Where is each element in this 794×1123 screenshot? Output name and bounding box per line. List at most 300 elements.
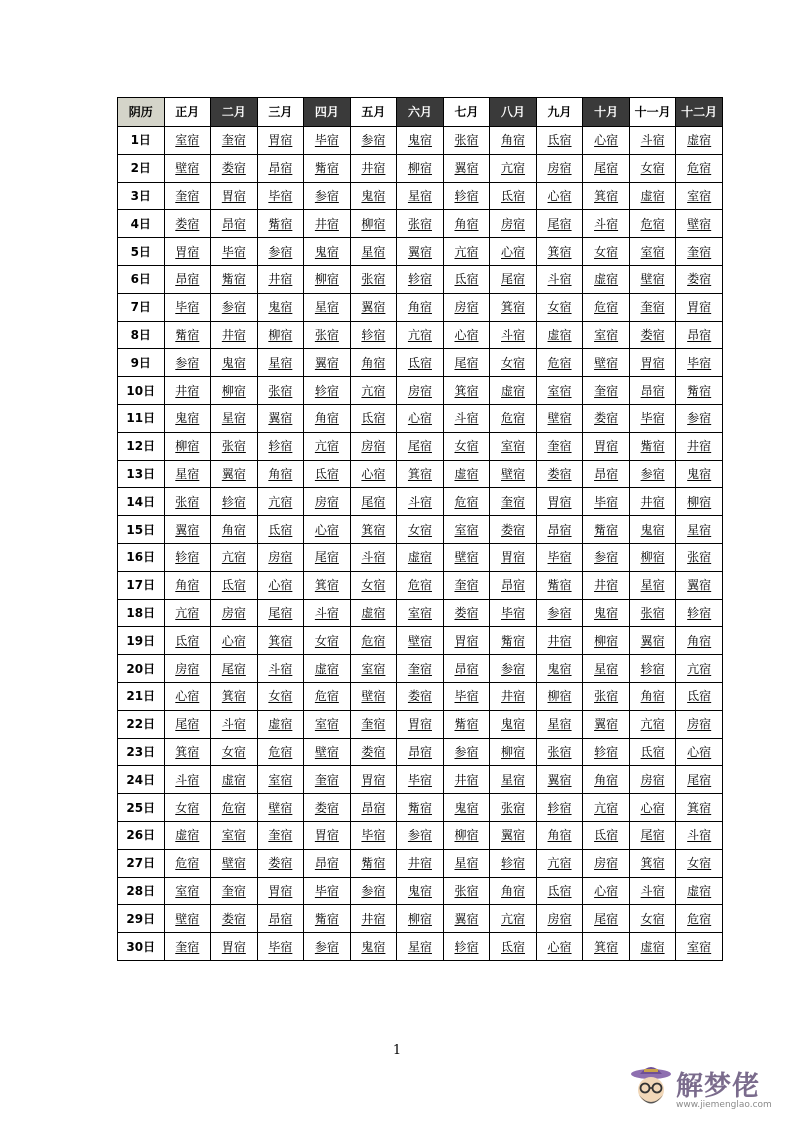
- mansion-cell: [164, 293, 211, 321]
- table-row: [118, 627, 723, 655]
- mansion-cell: [629, 655, 676, 683]
- table-row: [118, 794, 723, 822]
- mansion-cell: [211, 877, 258, 905]
- mansion-cell: [350, 210, 397, 238]
- mansion-cell: [304, 127, 351, 155]
- mansion-cell: [490, 543, 537, 571]
- mansion-cell: [629, 599, 676, 627]
- mansion-label: 参宿: [221, 300, 246, 315]
- month-header: 十二月: [676, 98, 723, 127]
- day-label: 3日: [118, 182, 165, 210]
- table-row: [118, 821, 723, 849]
- mansion-cell: [350, 571, 397, 599]
- mansion-cell: [164, 404, 211, 432]
- mansion-label: 娄宿: [640, 327, 665, 342]
- mansion-label: 井宿: [547, 633, 572, 648]
- mansion-cell: [164, 265, 211, 293]
- mansion-cell: [257, 349, 304, 377]
- mansion-cell: [350, 543, 397, 571]
- mansion-label: 柳宿: [175, 439, 200, 454]
- mansion-cell: [164, 488, 211, 516]
- mansion-cell: [443, 293, 490, 321]
- mansion-label: 亢宿: [454, 244, 479, 259]
- mansion-cell: [490, 321, 537, 349]
- mansion-cell: [629, 905, 676, 933]
- mansion-label: 壁宿: [547, 411, 572, 426]
- mansion-cell: [211, 655, 258, 683]
- mansion-cell: [211, 516, 258, 544]
- mansion-label: 室宿: [454, 522, 479, 537]
- mansion-label: 心宿: [594, 133, 619, 148]
- mansion-label: 斗宿: [454, 411, 479, 426]
- mansion-cell: [443, 655, 490, 683]
- mansion-label: 井宿: [640, 494, 665, 509]
- mansion-cell: [536, 627, 583, 655]
- table-row: [118, 849, 723, 877]
- mansion-cell: [164, 543, 211, 571]
- mansion-label: 昂宿: [407, 744, 432, 759]
- mansion-cell: [211, 238, 258, 266]
- day-label: 28日: [118, 877, 165, 905]
- mansion-label: 奎宿: [454, 578, 479, 593]
- mansion-cell: [397, 265, 444, 293]
- mansion-cell: [583, 710, 630, 738]
- mansion-cell: [629, 933, 676, 961]
- mansion-label: 参宿: [361, 883, 386, 898]
- mansion-cell: [629, 849, 676, 877]
- mansion-cell: [536, 377, 583, 405]
- mansion-label: 尾宿: [361, 494, 386, 509]
- mansion-label: 氐宿: [314, 466, 339, 481]
- mansion-label: 奎宿: [221, 883, 246, 898]
- mansion-cell: [490, 821, 537, 849]
- mansion-cell: [676, 933, 723, 961]
- page-number: 1: [392, 1043, 402, 1058]
- mansion-cell: [211, 154, 258, 182]
- mansion-cell: [257, 488, 304, 516]
- mansion-label: 室宿: [407, 605, 432, 620]
- mansion-label: 奎宿: [221, 133, 246, 148]
- mansion-label: 氐宿: [547, 133, 572, 148]
- mansion-cell: [490, 377, 537, 405]
- mansion-cell: [257, 710, 304, 738]
- mansion-cell: [629, 265, 676, 293]
- mansion-cell: [350, 933, 397, 961]
- mansion-cell: [536, 265, 583, 293]
- mansion-cell: [490, 238, 537, 266]
- mansion-label: 胃宿: [547, 494, 572, 509]
- mansion-label: 亢宿: [501, 911, 526, 926]
- mansion-label: 危宿: [640, 216, 665, 231]
- mansion-cell: [304, 293, 351, 321]
- mansion-cell: [443, 349, 490, 377]
- mansion-label: 参宿: [687, 411, 712, 426]
- mansion-cell: [397, 516, 444, 544]
- mansion-cell: [676, 655, 723, 683]
- mansion-cell: [304, 627, 351, 655]
- mansion-cell: [257, 821, 304, 849]
- mansion-cell: [676, 488, 723, 516]
- mansion-cell: [164, 794, 211, 822]
- mansion-cell: [257, 877, 304, 905]
- mansion-label: 翼宿: [547, 772, 572, 787]
- mansion-cell: [676, 460, 723, 488]
- mansion-label: 女宿: [640, 911, 665, 926]
- mansion-label: 心宿: [594, 883, 619, 898]
- mansion-cell: [350, 127, 397, 155]
- mansion-cell: [629, 877, 676, 905]
- mansion-cell: [350, 905, 397, 933]
- mansion-label: 尾宿: [547, 216, 572, 231]
- mansion-cell: [211, 571, 258, 599]
- mansion-cell: [629, 488, 676, 516]
- mansion-cell: [397, 432, 444, 460]
- mansion-label: 觜宿: [268, 216, 293, 231]
- mansion-label: 轸宿: [454, 939, 479, 954]
- mansion-label: 鬼宿: [314, 244, 339, 259]
- mansion-label: 虚宿: [268, 717, 293, 732]
- mansion-cell: [257, 543, 304, 571]
- mansion-cell: [443, 543, 490, 571]
- mansion-cell: [304, 265, 351, 293]
- mansion-label: 危宿: [175, 856, 200, 871]
- mansion-label: 觜宿: [547, 578, 572, 593]
- mansion-cell: [211, 432, 258, 460]
- mansion-label: 娄宿: [221, 161, 246, 176]
- mansion-label: 角宿: [501, 133, 526, 148]
- mansion-label: 女宿: [687, 856, 712, 871]
- mansion-label: 娄宿: [221, 911, 246, 926]
- day-label: 1日: [118, 127, 165, 155]
- mansion-label: 箕宿: [175, 744, 200, 759]
- mansion-label: 尾宿: [687, 772, 712, 787]
- mansion-cell: [676, 821, 723, 849]
- mansion-label: 张宿: [314, 327, 339, 342]
- watermark-url: www.jiemenglao.com: [676, 1100, 772, 1110]
- day-label: 27日: [118, 849, 165, 877]
- mansion-cell: [397, 627, 444, 655]
- mansion-label: 角宿: [361, 355, 386, 370]
- mansion-cell: [443, 265, 490, 293]
- mansion-cell: [490, 571, 537, 599]
- mansion-label: 女宿: [547, 300, 572, 315]
- table-row: [118, 488, 723, 516]
- day-label: 4日: [118, 210, 165, 238]
- mansion-label: 女宿: [454, 439, 479, 454]
- day-label: 8日: [118, 321, 165, 349]
- day-label: 26日: [118, 821, 165, 849]
- mansion-label: 井宿: [361, 911, 386, 926]
- mansion-label: 张宿: [454, 133, 479, 148]
- mansion-cell: [257, 627, 304, 655]
- mansion-label: 鬼宿: [407, 133, 432, 148]
- mansion-label: 柳宿: [640, 550, 665, 565]
- mansion-label: 斗宿: [501, 327, 526, 342]
- mansion-cell: [490, 849, 537, 877]
- mansion-cell: [443, 738, 490, 766]
- mansion-cell: [304, 349, 351, 377]
- mansion-label: 心宿: [175, 689, 200, 704]
- mansion-label: 毕宿: [314, 133, 339, 148]
- mansion-cell: [583, 655, 630, 683]
- mansion-cell: [397, 905, 444, 933]
- table-row: [118, 933, 723, 961]
- mansion-cell: [583, 460, 630, 488]
- mansion-cell: [443, 682, 490, 710]
- mansion-label: 氐宿: [640, 744, 665, 759]
- mansion-cell: [164, 460, 211, 488]
- mansion-cell: [676, 794, 723, 822]
- table-row: [118, 182, 723, 210]
- mansion-label: 女宿: [640, 161, 665, 176]
- mansion-label: 氐宿: [594, 828, 619, 843]
- mansion-cell: [676, 599, 723, 627]
- mansion-label: 箕宿: [361, 522, 386, 537]
- mansion-cell: [257, 404, 304, 432]
- mansion-cell: [536, 210, 583, 238]
- mansion-cell: [350, 599, 397, 627]
- mansion-label: 毕宿: [501, 605, 526, 620]
- mansion-label: 氐宿: [501, 188, 526, 203]
- mansion-label: 斗宿: [175, 772, 200, 787]
- mansion-cell: [164, 933, 211, 961]
- table-row: [118, 766, 723, 794]
- month-header: 六月: [397, 98, 444, 127]
- mansion-cell: [211, 460, 258, 488]
- mansion-cell: [443, 599, 490, 627]
- mansion-cell: [443, 571, 490, 599]
- mansion-cell: [397, 210, 444, 238]
- mansion-cell: [304, 377, 351, 405]
- mansion-label: 昂宿: [547, 522, 572, 537]
- mansion-label: 鬼宿: [221, 355, 246, 370]
- mansion-cell: [536, 877, 583, 905]
- mansion-cell: [350, 293, 397, 321]
- mansion-cell: [583, 794, 630, 822]
- table-row: [118, 905, 723, 933]
- day-label: 14日: [118, 488, 165, 516]
- mansion-label: 胃宿: [175, 244, 200, 259]
- mansion-label: 轸宿: [454, 188, 479, 203]
- mansion-cell: [536, 404, 583, 432]
- mansion-cell: [629, 821, 676, 849]
- mansion-label: 箕宿: [501, 300, 526, 315]
- mansion-cell: [211, 849, 258, 877]
- mansion-label: 翼宿: [687, 578, 712, 593]
- mansion-cell: [350, 265, 397, 293]
- table-row: [118, 710, 723, 738]
- mansion-label: 亢宿: [268, 494, 293, 509]
- mansion-cell: [536, 821, 583, 849]
- mansion-label: 角宿: [687, 633, 712, 648]
- mansion-cell: [164, 377, 211, 405]
- mansion-label: 参宿: [640, 466, 665, 481]
- mansion-label: 尾宿: [594, 911, 619, 926]
- mansion-label: 尾宿: [407, 439, 432, 454]
- mansion-cell: [304, 905, 351, 933]
- mansion-cell: [397, 127, 444, 155]
- mansion-cell: [257, 849, 304, 877]
- mansion-cell: [443, 154, 490, 182]
- mansion-label: 虚宿: [687, 133, 712, 148]
- mansion-label: 娄宿: [594, 411, 619, 426]
- mansion-cell: [583, 516, 630, 544]
- mansion-label: 参宿: [501, 661, 526, 676]
- mansion-cell: [304, 488, 351, 516]
- mansion-cell: [583, 543, 630, 571]
- mansion-label: 星宿: [454, 856, 479, 871]
- mansion-cell: [397, 849, 444, 877]
- mansion-label: 胃宿: [454, 633, 479, 648]
- mansion-cell: [490, 488, 537, 516]
- mansion-label: 心宿: [687, 744, 712, 759]
- mansion-label: 星宿: [407, 188, 432, 203]
- mansion-cell: [350, 460, 397, 488]
- mansion-label: 井宿: [361, 161, 386, 176]
- mansion-label: 胃宿: [221, 188, 246, 203]
- mansion-cell: [583, 432, 630, 460]
- mansion-cell: [211, 488, 258, 516]
- mansion-cell: [676, 210, 723, 238]
- mansion-label: 虚宿: [454, 466, 479, 481]
- mansion-label: 井宿: [501, 689, 526, 704]
- mansion-label: 轸宿: [640, 661, 665, 676]
- mansion-cell: [164, 710, 211, 738]
- mansion-label: 星宿: [268, 355, 293, 370]
- mansion-cell: [397, 877, 444, 905]
- mansion-label: 尾宿: [454, 355, 479, 370]
- mansion-cell: [490, 127, 537, 155]
- mansion-label: 虚宿: [221, 772, 246, 787]
- mansion-cell: [443, 516, 490, 544]
- mansion-label: 危宿: [547, 355, 572, 370]
- mansion-label: 奎宿: [175, 939, 200, 954]
- mansion-cell: [304, 738, 351, 766]
- mansion-cell: [676, 238, 723, 266]
- mansion-label: 觜宿: [314, 911, 339, 926]
- mansion-cell: [304, 543, 351, 571]
- mansion-label: 昂宿: [268, 911, 293, 926]
- table-row: [118, 516, 723, 544]
- mansion-label: 心宿: [221, 633, 246, 648]
- mansion-cell: [257, 516, 304, 544]
- mansion-label: 柳宿: [221, 383, 246, 398]
- mansion-cell: [211, 599, 258, 627]
- mansion-cell: [629, 377, 676, 405]
- mansion-label: 心宿: [407, 411, 432, 426]
- mansion-cell: [583, 571, 630, 599]
- mansion-label: 尾宿: [640, 828, 665, 843]
- mansion-cell: [350, 849, 397, 877]
- mansion-label: 虚宿: [314, 661, 339, 676]
- mansion-cell: [490, 265, 537, 293]
- mansion-label: 氐宿: [501, 939, 526, 954]
- mansion-cell: [583, 933, 630, 961]
- mansion-cell: [257, 766, 304, 794]
- mansion-label: 壁宿: [175, 911, 200, 926]
- mansion-cell: [257, 933, 304, 961]
- mansion-cell: [490, 682, 537, 710]
- mansion-label: 壁宿: [407, 633, 432, 648]
- mansion-label: 斗宿: [640, 133, 665, 148]
- mansion-cell: [676, 849, 723, 877]
- mansion-cell: [676, 710, 723, 738]
- day-label: 23日: [118, 738, 165, 766]
- mansion-label: 井宿: [314, 216, 339, 231]
- table-row: [118, 377, 723, 405]
- mansion-cell: [536, 794, 583, 822]
- mansion-label: 室宿: [501, 439, 526, 454]
- mansion-label: 角宿: [594, 772, 619, 787]
- table-row: [118, 349, 723, 377]
- mansion-label: 柳宿: [687, 494, 712, 509]
- mansion-label: 胃宿: [314, 828, 339, 843]
- mansion-cell: [536, 682, 583, 710]
- mansion-cell: [443, 127, 490, 155]
- mansion-cell: [536, 655, 583, 683]
- mansion-cell: [350, 655, 397, 683]
- mansion-cell: [583, 127, 630, 155]
- mansion-label: 心宿: [314, 522, 339, 537]
- mansion-cell: [350, 154, 397, 182]
- mansion-cell: [304, 849, 351, 877]
- mansion-label: 房宿: [501, 216, 526, 231]
- mansion-cell: [676, 627, 723, 655]
- mansion-label: 井宿: [454, 772, 479, 787]
- day-label: 9日: [118, 349, 165, 377]
- mansion-label: 鬼宿: [687, 466, 712, 481]
- mansion-label: 箕宿: [687, 800, 712, 815]
- mansion-cell: [676, 738, 723, 766]
- mansion-cell: [676, 349, 723, 377]
- mansion-cell: [443, 821, 490, 849]
- mansion-label: 亢宿: [640, 717, 665, 732]
- mansion-label: 亢宿: [175, 605, 200, 620]
- mansion-label: 娄宿: [501, 522, 526, 537]
- mansion-label: 星宿: [407, 939, 432, 954]
- mansion-label: 毕宿: [407, 772, 432, 787]
- day-label: 17日: [118, 571, 165, 599]
- mansion-label: 觜宿: [594, 522, 619, 537]
- mansion-label: 房宿: [314, 494, 339, 509]
- mansion-cell: [164, 905, 211, 933]
- mansion-label: 鬼宿: [594, 605, 619, 620]
- mansion-cell: [536, 516, 583, 544]
- mansion-cell: [629, 349, 676, 377]
- mansion-label: 井宿: [175, 383, 200, 398]
- mansion-cell: [676, 321, 723, 349]
- day-label: 7日: [118, 293, 165, 321]
- mansion-cell: [211, 794, 258, 822]
- mansion-cell: [536, 321, 583, 349]
- mansion-label: 鬼宿: [407, 883, 432, 898]
- mansion-cell: [304, 432, 351, 460]
- mansion-cell: [211, 710, 258, 738]
- mansion-cell: [583, 154, 630, 182]
- mansion-cell: [350, 238, 397, 266]
- mansion-label: 女宿: [221, 744, 246, 759]
- mansion-label: 鬼宿: [501, 717, 526, 732]
- mansion-label: 鬼宿: [547, 661, 572, 676]
- mansion-cell: [443, 321, 490, 349]
- mansion-label: 张宿: [454, 883, 479, 898]
- mansion-cell: [397, 655, 444, 683]
- mansion-label: 张宿: [361, 272, 386, 287]
- mansion-label: 柳宿: [407, 911, 432, 926]
- mansion-cell: [397, 794, 444, 822]
- mansion-label: 鬼宿: [361, 188, 386, 203]
- mansion-label: 胃宿: [501, 550, 526, 565]
